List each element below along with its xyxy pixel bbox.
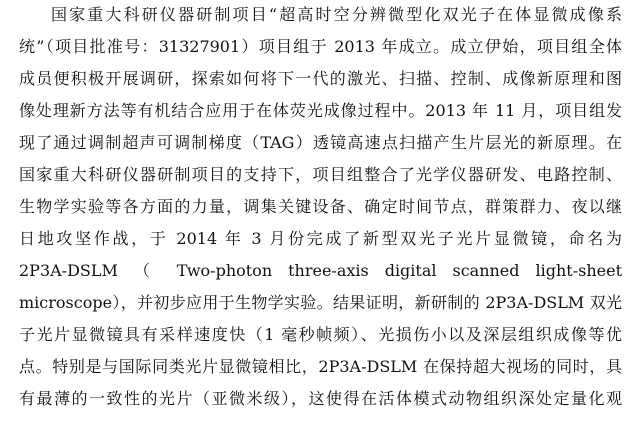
- paragraph-line-7: 生物学实验等各方面的力量，调集关键设备、确定时间节点，群策群力、夜以继: [19, 197, 622, 216]
- paragraph-line-10: microscope），并初步应用于生物学实验。结果证明，新研制的 2P3A-DSLM 双光: [19, 293, 622, 312]
- paragraph-line-2: 统”（项目批准号：31327901）项目组于 2013 年成立。成立伊始，项目组全体: [19, 37, 622, 56]
- paragraph-line-6: 国家重大科研仪器研制项目的支持下，项目组整合了光学仪器研发、电路控制、: [19, 165, 622, 184]
- paragraph-line-3: 成员便积极开展调研，探索如何将下一代的激光、扫描、控制、成像新原理和图: [19, 69, 622, 88]
- paragraph-line-11: 子光片显微镜具有采样速度快（1 毫秒帧频）、光损伤小以及深层组织成像等优: [19, 325, 622, 344]
- paragraph-line-1: 国家重大科研仪器研制项目“超高时空分辨微型化双光子在体显微成像系: [51, 5, 622, 24]
- paragraph-line-9: 2P3A-DSLM （ Two-photon three-axis digital scanned light-sheet: [19, 261, 622, 280]
- paragraph-line-8: 日地攻坚作战，于 2014 年 3 月份完成了新型双光子光片显微镜，命名为: [19, 229, 622, 248]
- paragraph-line-12: 点。特别是与国际同类光片显微镜相比，2P3A-DSLM 在保持超大视场的同时，具: [19, 357, 622, 376]
- paragraph-line-5: 现了通过调制超声可调制梯度（TAG）透镜高速点扫描产生片层光的新原理。在: [19, 133, 622, 152]
- paragraph-line-4: 像处理新方法等有机结合应用于在体荧光成像过程中。2013 年 11 月，项目组发: [19, 101, 622, 120]
- paragraph-line-13: 有最薄的一致性的光片（亚微米级），这使得在活体模式动物组织深处定量化观: [19, 389, 622, 408]
